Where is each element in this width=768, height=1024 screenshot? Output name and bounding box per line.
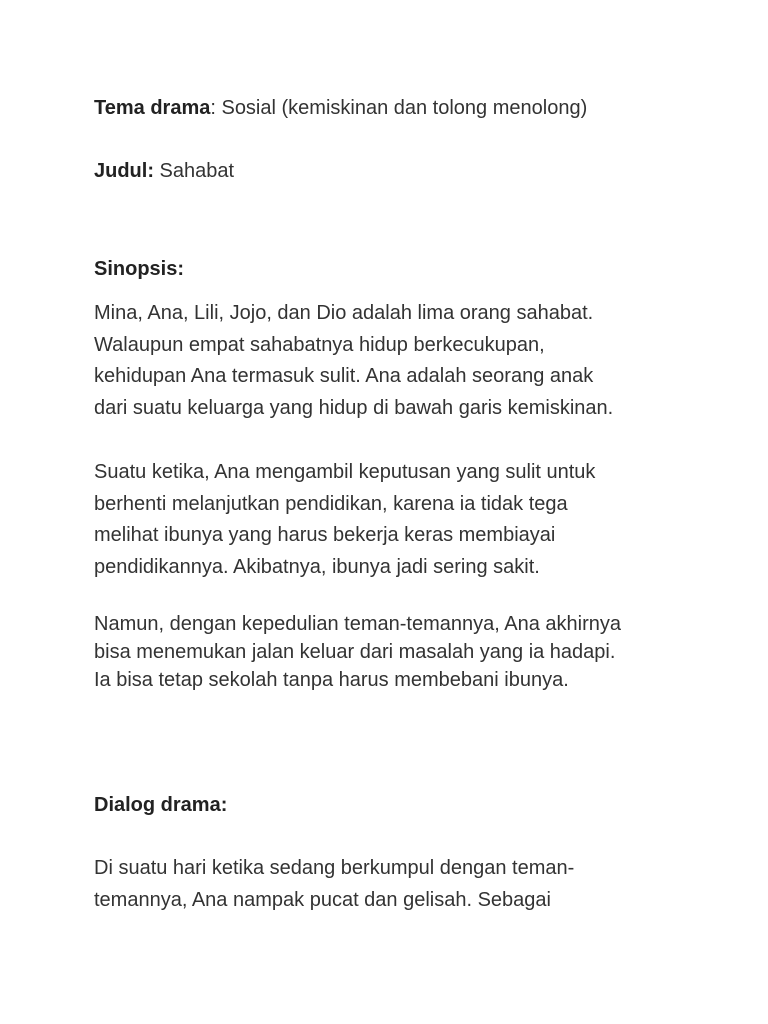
paragraph-line: Walaupun empat sahabatnya hidup berkecukupan, [94, 333, 545, 356]
paragraph-line: Suatu ketika, Ana mengambil keputusan yang sulit untuk [94, 461, 596, 483]
tema-value: : Sosial (kemiskinan dan tolong menolong) [210, 97, 588, 119]
paragraph-line: Namun, dengan kepedulian teman-temannya, Ana akhirnya [94, 613, 622, 635]
tema-line [94, 94, 714, 122]
dialog-paragraph [94, 853, 714, 916]
paragraph-line: Mina, Ana, Lili, Jojo, dan Dio adalah lima orang sahabat. [94, 302, 594, 324]
paragraph-line: Ia bisa tetap sekolah tanpa harus membebani ibunya. [94, 669, 569, 691]
sinopsis-paragraph-2 [94, 457, 714, 583]
paragraph-line: melihat ibunya yang harus bekerja keras membiayai [94, 524, 556, 546]
sinopsis-heading: Sinopsis: [94, 258, 185, 280]
judul-value: Sahabat [154, 160, 235, 182]
sinopsis-paragraph-1 [94, 298, 714, 424]
paragraph-line: Di suatu hari ketika sedang berkumpul dengan teman- [94, 857, 575, 879]
paragraph-line: berhenti melanjutkan pendidikan, karena ia tidak tega [94, 492, 568, 515]
judul-line [94, 157, 714, 185]
judul-label: Judul: [94, 160, 154, 182]
tema-label: Tema drama [94, 97, 211, 119]
dialog-heading: Dialog drama: [94, 794, 228, 816]
paragraph-line: kehidupan Ana termasuk sulit. Ana adalah seorang anak [94, 365, 594, 387]
paragraph-line: bisa menemukan jalan keluar dari masalah yang ia hadapi. [94, 641, 616, 663]
paragraph-line: pendidikannya. Akibatnya, ibunya jadi sering sakit. [94, 555, 540, 578]
paragraph-line: temannya, Ana nampak pucat dan gelisah. Sebagai [94, 888, 551, 911]
paragraph-line: dari suatu keluarga yang hidup di bawah garis kemiskinan. [94, 396, 614, 419]
sinopsis-paragraph-3 [94, 610, 714, 694]
